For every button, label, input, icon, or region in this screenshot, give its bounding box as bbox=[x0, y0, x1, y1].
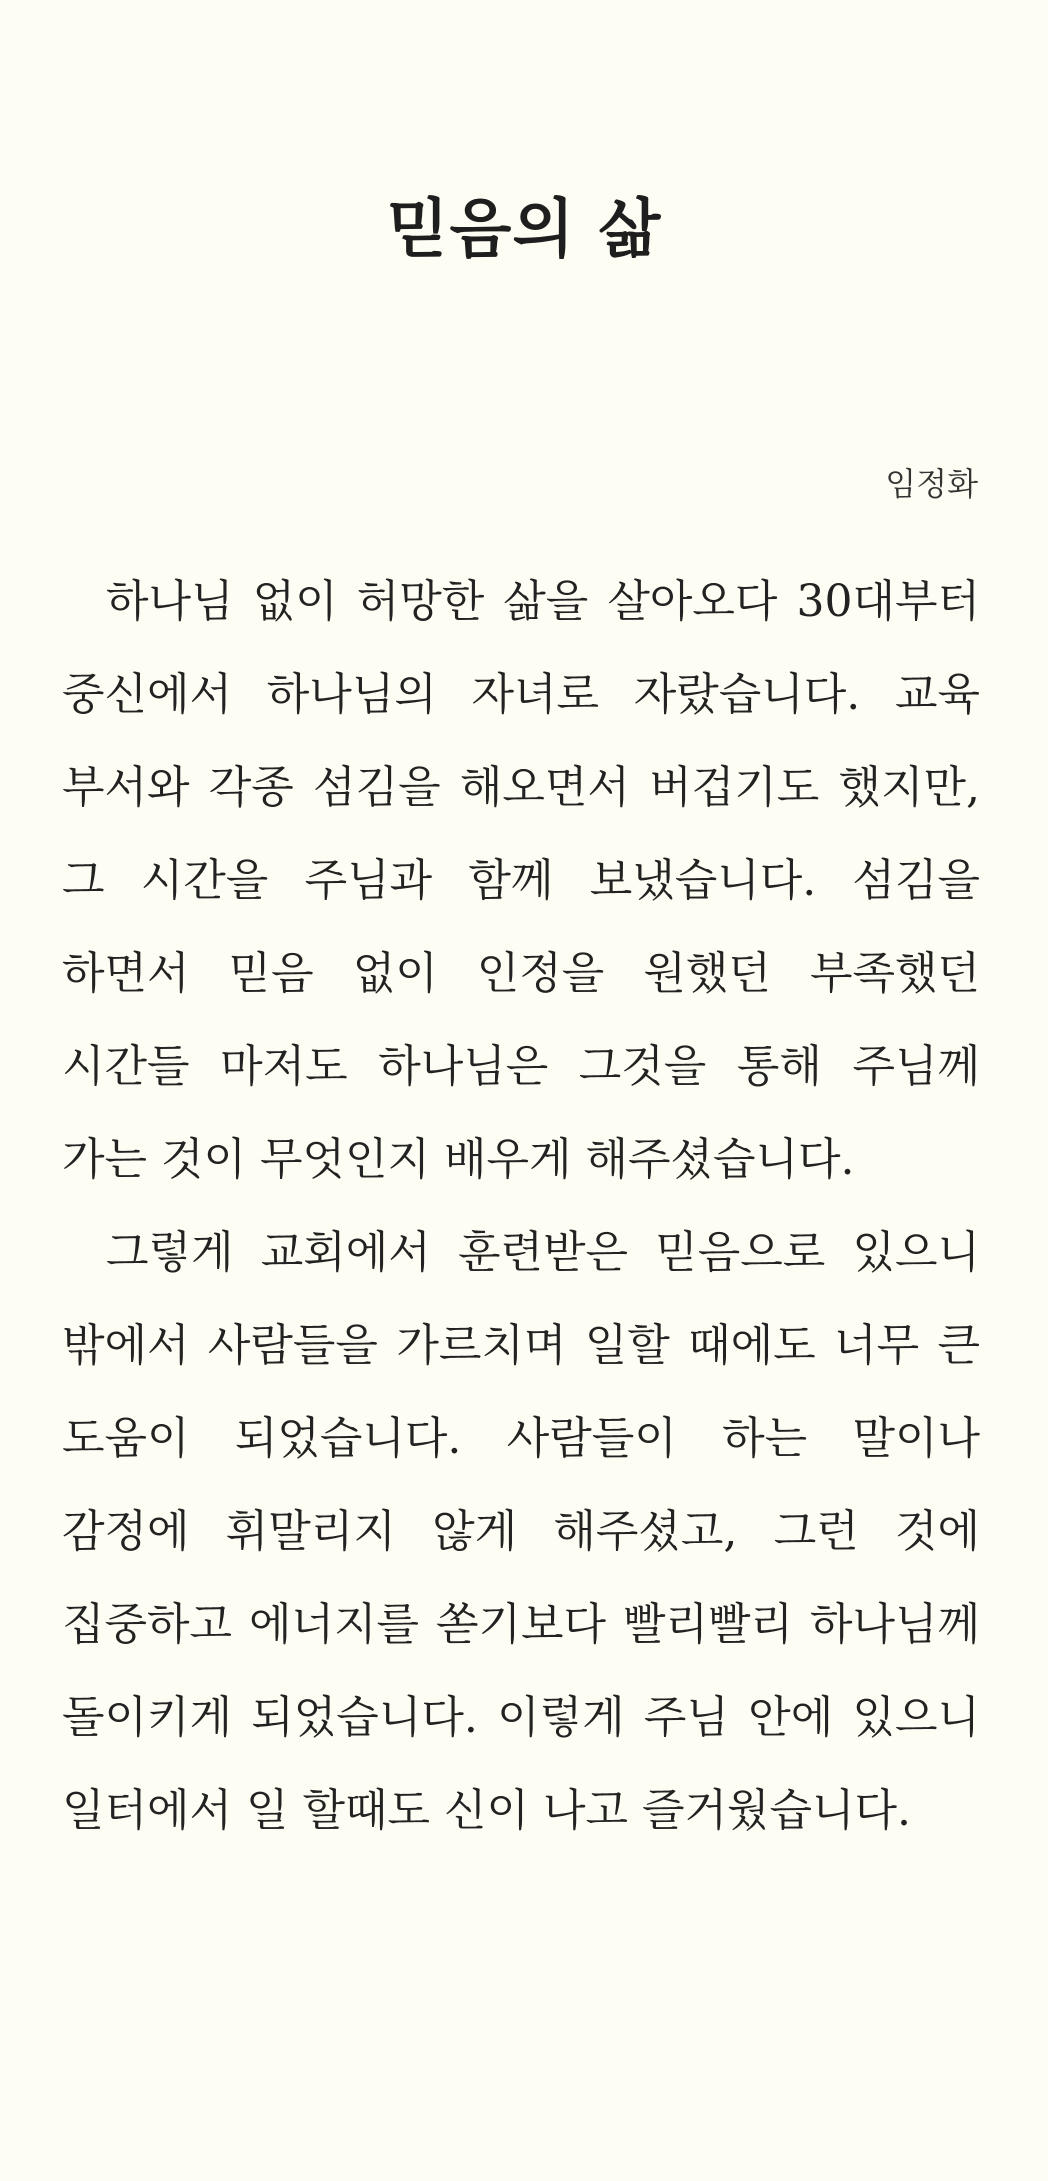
author-name: 임정화 bbox=[885, 465, 978, 503]
page-title: 믿음의 삶 bbox=[386, 193, 662, 267]
paragraph-1: 하나님 없이 허망한 삶을 살아오다 30대부터 중신에서 하나님의 자녀로 자랐습니다. 교육 부서와 각종 섬김을 해오면서 버겁기도 했지만, 그 시간을 주님과 함께 보냈습니다. 섬김을 하면서 믿음 없이 인정을 원했던 부족했던 시간들 마저도 하나님은 그것을 통해 주님께 가는 것이 무엇인지 배우게 해주셨습니다. bbox=[62, 576, 980, 1185]
body-text bbox=[62, 555, 980, 1857]
paragraph-2: 그렇게 교회에서 훈련받은 믿음으로 있으니 밖에서 사람들을 가르치며 일할 때에도 너무 큰 도움이 되었습니다. 사람들이 하는 말이나 감정에 휘말리지 않게 해주셨고, 그런 것에 집중하고 에너지를 쏟기보다 빨리빨리 하나님께 돌이키게 되었습니다. 이렇게 주님 안에 있으니 일터에서 일 할때도 신이 나고 즐거웠습니다. bbox=[62, 1227, 980, 1836]
